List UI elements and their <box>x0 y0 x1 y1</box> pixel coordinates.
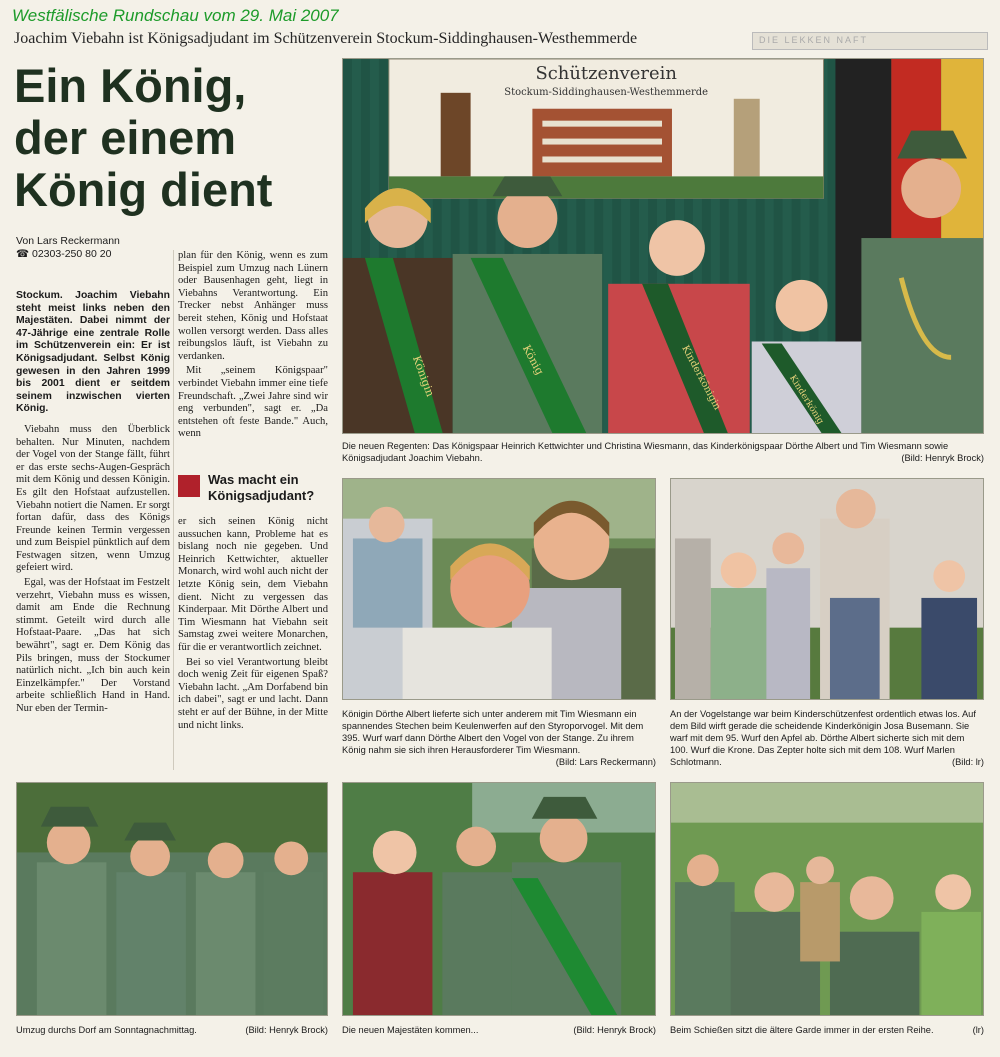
article-paragraph: Mit „seinem Königspaar" verbindet Viebahn immer eine tiefe Freundschaft. „Zwei Jahre sind wir eng verbunden", sagt er. „Da entstehen oft feste Bande." Auch, wenn <box>178 365 328 440</box>
photo-majesties-arriving <box>342 782 656 1016</box>
red-square-icon <box>178 475 200 497</box>
source-line: Westfälische Rundschau vom 29. Mai 2007 <box>12 6 339 25</box>
article-column-2-continued <box>178 516 328 772</box>
article-paragraph: Egal, was der Hofstaat im Festzelt verzehrt, Viebahn muss es wissen, damit am Ende die Rechnung stimmt. Geteilt wird durch alle Hofstaat-Paare. „Das hat sich bewährt", sagt er. Dem König das Pils bringen, muss der Stockumer natürlich nicht. „Ich bin auch kein Einzelkämpfer." Der Vorstand arbeite schließlich Hand in Hand. Nur eben der Termin- <box>16 577 170 714</box>
photo-old-guard <box>670 782 984 1016</box>
headline-line-3: König dient <box>14 163 273 216</box>
kicker-line: Joachim Viebahn ist Königsadjudant im Schützenverein Stockum-Siddinghausen-Westhemmerde <box>14 30 638 47</box>
article-column-1 <box>16 290 170 770</box>
article-paragraph: er sich seinen König nicht aussuchen kann, Probleme hat es bislang noch nie gegeben. Und Heinrich Kettwichter, aktueller Monarch, wird wohl auch nicht der letzte König sein, dem Viebahn dient. Nicht zu vergessen das Kinderpaar. Mit Dörthe Albert und Tim Wiesmann hat Viebahn seit Samstag zwei weitere Monarchen, für die er verantwortlich zeichnet. <box>178 516 328 653</box>
article-column-2 <box>178 250 328 458</box>
photo-parade <box>16 782 328 1016</box>
kicker-box: DIE LEKKEN NAFT <box>752 32 988 50</box>
article-paragraph: Bei so viel Verantwortung bleibt doch wenig Zeit für eigenen Spaß? Viebahn lacht. „Am Dorfabend bin ich dabei", sagt er und lacht. Dann steht er auf der Bühne, in der Mitte und nicht links. <box>178 656 328 731</box>
sash-label-koenig: König <box>519 342 547 378</box>
headline-line-1: Ein König, <box>14 59 247 112</box>
caption-bottom-left-credit: (Bild: Henryk Brock) <box>245 1025 328 1035</box>
caption-bottom-left-text: Umzug durchs Dorf am Sonntagnachmittag. <box>16 1025 197 1035</box>
caption-bottom-mid-credit: (Bild: Henryk Brock) <box>573 1025 656 1035</box>
sash-label-kinderkoenigin: Kinderkönigin <box>679 343 723 412</box>
byline-phone: ☎ 02303-250 80 20 <box>16 248 112 260</box>
info-box-title: Was macht ein Königsadjudant? <box>208 472 315 503</box>
caption-mid-right-text: An der Vogelstange war beim Kinderschützenfest ordentlich etwas los. Auf dem Bild wirft gerade die scheidende Kinderkönigin Josa Busemann. Sie warf mit dem 95. Wurf den Apfel ab. Dörthe Albert sicherte sich mit dem 100. Wurf die Krone. Das Zepter holte sich mit dem 108. Wurf Marlen Schlotmann. <box>670 709 976 767</box>
headline-line-2: der einem <box>14 111 237 164</box>
column-rule <box>173 250 174 770</box>
caption-bottom-mid-text: Die neuen Majestäten kommen... <box>342 1025 479 1035</box>
caption-mid-left-credit: (Bild: Lars Reckermann) <box>555 757 656 767</box>
caption-mid-right <box>670 708 984 768</box>
caption-bottom-left <box>16 1024 328 1036</box>
article-paragraph: Viebahn muss den Überblick behalten. Nur Minuten, nachdem der Vogel von der Stange fällt, führt er das erste sechs-Augen-Gespräch mit dem König und dessen Königin. Es gilt den Hofstaat aufzustellen. Viebahn notiert die Namen. Er sorgt fortan dafür, dass des Königs Freunde keinen Termin vergessen und zum Beispiel pünktlich auf dem Festwagen sitzen, wenn Umzug gefeiert wird. <box>16 423 170 574</box>
caption-main-credit: (Bild: Henryk Brock) <box>901 453 984 463</box>
article-paragraph: plan für den König, wenn es zum Beispiel zum Umzug nach Lünern oder Bausenhagen geht, liegt in Viebahns Verantwortung. Ein Trecker nebst Anhänger muss bereit stehen, König und Hofstaat wollen versorgt werden. Dass alles reibungslos läuft, ist Viebahn zu verdanken. <box>178 250 328 362</box>
byline-author: Von Lars Reckermann <box>16 235 120 247</box>
caption-bottom-right <box>670 1024 984 1036</box>
banner-title: Schützenverein <box>535 62 677 84</box>
article-lead: Stockum. Joachim Viebahn steht meist links neben den Majestäten. Dabei nimmt der 47-Jährige eine zentrale Rolle im Schützenverein ein: Er ist Königsadjudant. Selbst König gewesen in den Jahren 1999 bis 2001 dient er seitdem seinem inzwischen vierten König. <box>16 290 170 415</box>
byline <box>16 235 176 261</box>
banner-subtitle: Stockum-Siddinghausen-Westhemmerde <box>504 86 709 98</box>
main-photo <box>342 58 984 434</box>
sash-label-koenigin: Königin <box>409 353 437 399</box>
caption-bottom-mid <box>342 1024 656 1036</box>
info-box-heading <box>178 472 330 512</box>
caption-bottom-right-text: Beim Schießen sitzt die ältere Garde immer in der ersten Reihe. <box>670 1025 934 1035</box>
caption-mid-left <box>342 708 656 768</box>
headline <box>14 60 334 216</box>
sash-label-kinderkoenig: Kinderkönig <box>787 373 826 427</box>
caption-mid-left-text: Königin Dörthe Albert lieferte sich unter anderem mit Tim Wiesmann ein spannendes Stechen beim Keulenwerfen auf den Styroporvogel. Mit dem 395. Wurf warf dann Dörthe Albert den Vogel von der Stange. Zu ihrem König nahm sie sich ihren Herausforderer Tim Wiesmann. <box>342 709 644 755</box>
caption-main-text: Die neuen Regenten: Das Königspaar Heinrich Kettwichter und Christina Wiesmann, das Kinderkönigspaar Dörthe Albert und Tim Wiesmann sowie Königsadjudant Joachim Viebahn. <box>342 441 949 463</box>
caption-mid-right-credit: (Bild: lr) <box>951 757 984 767</box>
caption-bottom-right-credit: (lr) <box>972 1025 984 1035</box>
photo-bird-pole <box>670 478 984 700</box>
photo-children-king <box>342 478 656 700</box>
caption-main <box>342 440 984 464</box>
